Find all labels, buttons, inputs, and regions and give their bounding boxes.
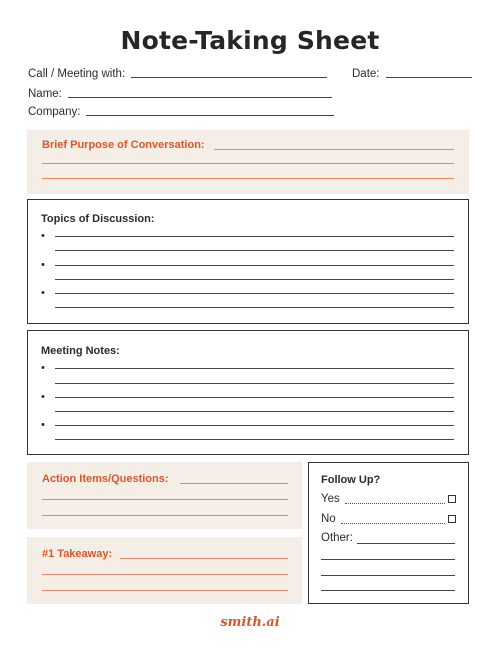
call-meeting-label: Call / Meeting with:	[28, 68, 126, 80]
takeaway-line[interactable]	[42, 574, 288, 575]
follow-up-line[interactable]	[321, 575, 455, 576]
takeaway-line[interactable]	[42, 590, 288, 591]
no-checkbox[interactable]	[448, 515, 456, 523]
follow-up-line[interactable]	[321, 590, 455, 591]
name-field	[28, 88, 332, 100]
brand-logo: smith.ai	[220, 615, 280, 630]
topics-line[interactable]	[55, 265, 454, 266]
other-line[interactable]	[357, 543, 455, 544]
follow-up-yes-label: Yes	[321, 493, 340, 505]
topics-line[interactable]	[55, 250, 454, 251]
call-meeting-field	[28, 68, 327, 80]
notes-line[interactable]	[55, 397, 454, 398]
date-field	[352, 68, 472, 80]
action-items-line[interactable]	[42, 515, 288, 516]
topics-line[interactable]	[55, 293, 454, 294]
date-line[interactable]	[386, 77, 472, 78]
purpose-label: Brief Purpose of Conversation:	[42, 139, 205, 151]
meeting-notes-label: Meeting Notes:	[41, 345, 120, 357]
no-dotted-line	[341, 523, 445, 524]
action-items-line[interactable]	[42, 499, 288, 500]
action-items-label: Action Items/Questions:	[42, 473, 169, 485]
purpose-line[interactable]	[42, 163, 454, 164]
bullet-icon: •	[41, 287, 45, 299]
yes-checkbox[interactable]	[448, 495, 456, 503]
bullet-icon: •	[41, 419, 45, 431]
page-title: Note-Taking Sheet	[120, 26, 380, 55]
topics-line[interactable]	[55, 307, 454, 308]
takeaway-section	[27, 537, 302, 604]
bullet-icon: •	[41, 230, 45, 242]
follow-up-line[interactable]	[321, 559, 455, 560]
yes-dotted-line	[345, 503, 445, 504]
notes-line[interactable]	[55, 411, 454, 412]
purpose-section	[27, 130, 469, 194]
bullet-icon: •	[41, 362, 45, 374]
follow-up-label: Follow Up?	[321, 474, 381, 486]
purpose-line[interactable]	[214, 149, 454, 150]
bullet-icon: •	[41, 259, 45, 271]
follow-up-section	[308, 462, 469, 604]
notes-line[interactable]	[55, 368, 454, 369]
follow-up-no-label: No	[321, 513, 336, 525]
bullet-icon: •	[41, 391, 45, 403]
notes-line[interactable]	[55, 439, 454, 440]
topics-section	[27, 199, 469, 324]
date-label: Date:	[352, 68, 380, 80]
takeaway-line[interactable]	[120, 558, 288, 559]
topics-line[interactable]	[55, 279, 454, 280]
call-meeting-line[interactable]	[131, 77, 327, 78]
follow-up-other-label: Other:	[321, 532, 353, 544]
action-items-section	[27, 462, 302, 529]
name-line[interactable]	[68, 97, 332, 98]
purpose-line[interactable]	[42, 178, 454, 179]
name-label: Name:	[28, 88, 62, 100]
meeting-notes-section	[27, 330, 469, 455]
notes-line[interactable]	[55, 425, 454, 426]
takeaway-label: #1 Takeaway:	[42, 548, 113, 560]
company-field	[28, 106, 334, 118]
company-label: Company:	[28, 106, 81, 118]
topics-line[interactable]	[55, 236, 454, 237]
notes-line[interactable]	[55, 383, 454, 384]
company-line[interactable]	[86, 115, 334, 116]
topics-label: Topics of Discussion:	[41, 213, 155, 225]
action-items-line[interactable]	[180, 483, 288, 484]
